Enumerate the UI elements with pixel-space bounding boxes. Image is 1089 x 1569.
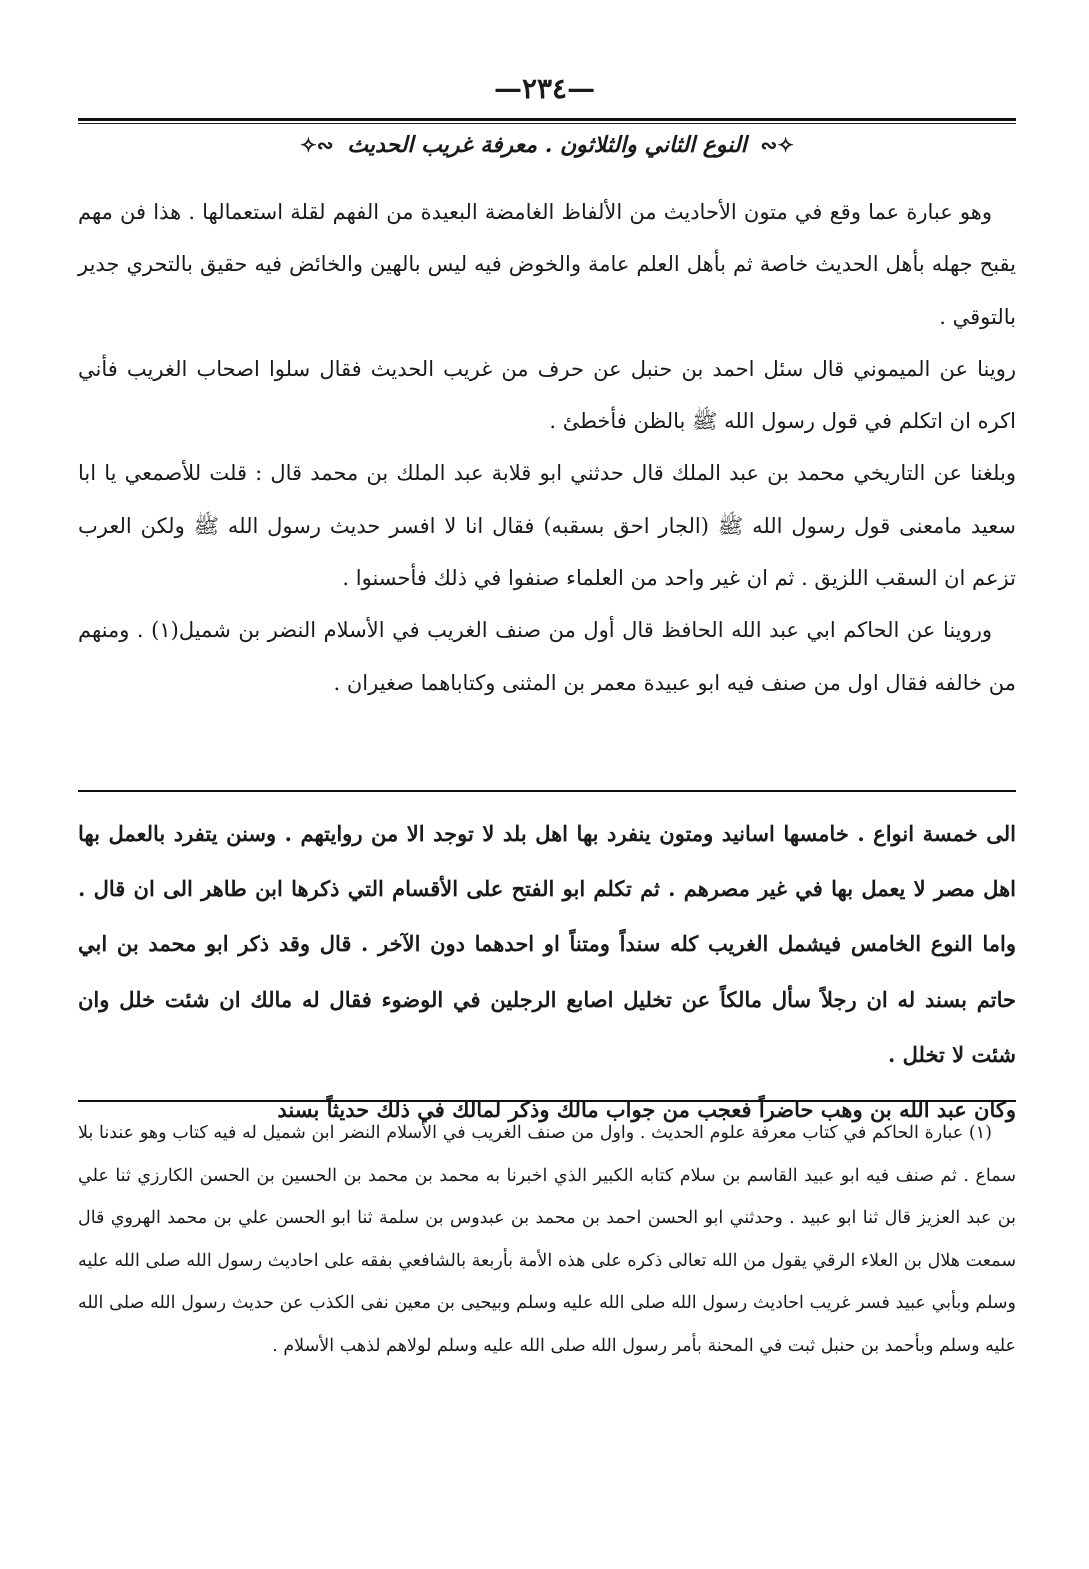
main-paragraph: وروينا عن الحاكم ابي عبد الله الحافظ قال أول من صنف الغريب في الأسلام النضر بن شميل(١) . ومنهم من خالفه فقال اول من صنف فيه ابو عبيدة معمر بن المثنى وكتاباهما صغيران . <box>78 618 1016 695</box>
commentary-separator <box>78 790 1016 792</box>
ornament-right-icon: ✧∾ <box>760 133 794 157</box>
commentary-paragraph: الى خمسة انواع . خامسها اسانيد ومتون ينفرد بها اهل بلد لا توجد الا من روايتهم . وسنن يتفرد بالعمل بها اهل مصر لا يعمل بها في غير مصرهم . ثم تكلم ابو الفتح على الأقسام التي ذكرها ابن طاهر الى ان قال . واما النوع الخامس فيشمل الغريب كله سنداً ومتناً او احدهما دون الآخر . قال وقد ذكر ابو محمد بن ابي حاتم بسند له ان رجلاً سأل مالكاً عن تخليل اصابع الرجلين في الوضوء فقال له مالك ان شئت خلل وان شئت لا تخلل . <box>78 821 1016 1067</box>
header-rule <box>78 118 1016 121</box>
footnotes <box>78 1112 1016 1368</box>
main-paragraph: روينا عن الميموني قال سئل احمد بن حنبل عن حرف من غريب الحديث فقال سلوا اصحاب الغريب فأني اكره ان اتكلم في قول رسول الله ﷺ بالظن فأخطئ . <box>78 356 1016 434</box>
footnote: (١) عبارة الحاكم في كتاب معرفة علوم الحديث . واول من صنف الغريب في الأسلام النضر ابن شميل له فيه كتاب وهو عندنا بلا سماع . ثم صنف فيه ابو عبيد القاسم بن سلام كتابه الكبير الذي اخبرنا به محمد بن محمد بن الحسين بن الحسن الكارزي ثنا علي بن عبد العزيز قال ثنا ابو عبيد . وحدثني ابو الحسن احمد بن محمد بن عبدوس بن سلمة ثنا ابو الحسن علي بن محمد الهروي قال سمعت هلال بن العلاء الرقي يقول من الله تعالى ذكره على هذه الأمة بأربعة بالشافعي بفقه على احاديث رسول الله صلى الله عليه وسلم وبأبي عبيد فسر غريب احاديث رسول الله صلى الله عليه وسلم وبيحيى بن معين نفى الكذب عن حديث رسول الله صلى الله عليه وسلم وبأحمد بن حنبل ثبت في المحنة بأمر رسول الله صلى الله عليه وسلم لولاهم لذهب الأسلام . <box>78 1123 1016 1356</box>
chapter-heading-text: النوع الثاني والثلاثون . معرفة غريب الحديث <box>347 132 747 158</box>
chapter-heading <box>78 132 1016 158</box>
main-paragraph: وهو عبارة عما وقع في متون الأحاديث من الألفاظ الغامضة البعيدة من الفهم لقلة استعمالها . هذا فن مهم يقبح جهله بأهل الحديث خاصة ثم بأهل العلم عامة والخوض فيه ليس بالهين والخائض فيه حقيق بالتحري جدير بالتوقي . <box>78 200 1016 329</box>
main-text <box>78 186 1016 709</box>
header-rule-inner <box>78 123 1016 124</box>
commentary-text <box>78 806 1016 1137</box>
page-number: —٢٣٤— <box>493 72 596 105</box>
ornament-left-icon: ∾✧ <box>300 133 334 157</box>
footnote-separator <box>78 1100 1016 1102</box>
commentary-paragraph: وكان عبد الله بن وهب حاضراً فعجب من جواب مالك وذكر لمالك في ذلك حديثاً بسند <box>277 1097 1016 1123</box>
main-paragraph: وبلغنا عن التاريخي محمد بن عبد الملك قال حدثني ابو قلابة عبد الملك بن محمد قال : قلت للأصمعي يا ابا سعيد مامعنى قول رسول الله ﷺ (الجار احق بسقبه) فقال انا لا افسر حديث رسول الله ﷺ ولكن العرب تزعم ان السقب اللزيق . ثم ان غير واحد من العلماء صنفوا في ذلك فأحسنوا . <box>78 461 1016 591</box>
